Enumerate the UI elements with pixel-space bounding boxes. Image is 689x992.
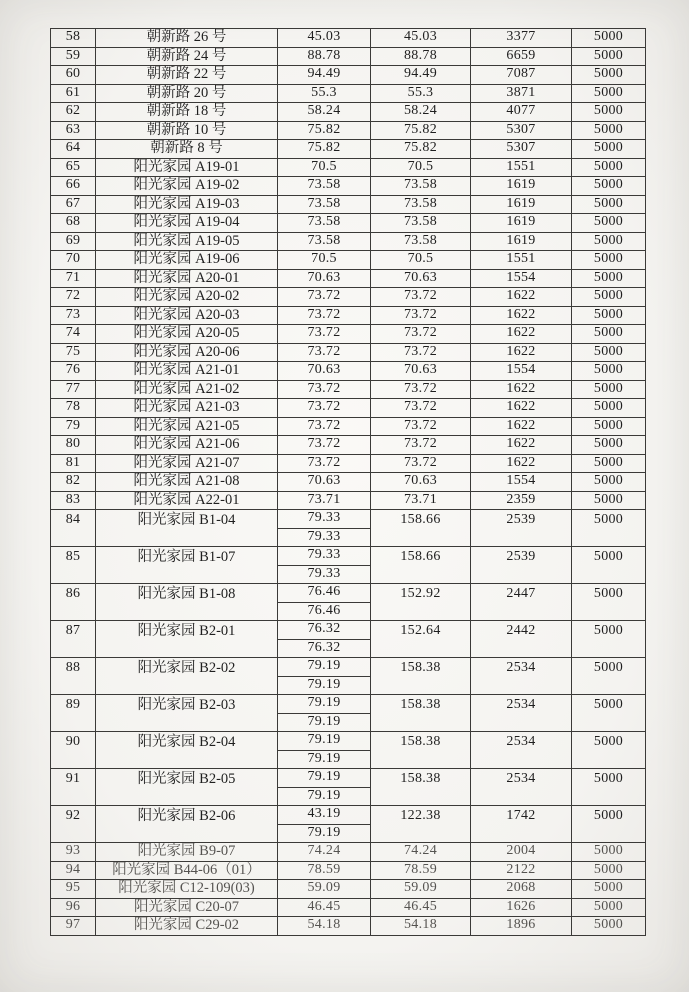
area-cell: 73.72: [278, 325, 371, 344]
table-row: [51, 84, 646, 103]
amount-cell: 2122: [471, 861, 572, 880]
price-cell: 5000: [572, 325, 646, 344]
total-area-cell: 73.72: [371, 417, 471, 436]
row-number-cell: 71: [51, 269, 96, 288]
amount-cell: 1622: [471, 436, 572, 455]
amount-cell: 2442: [471, 621, 572, 658]
area-cell: 73.58: [278, 195, 371, 214]
row-number-cell: 88: [51, 658, 96, 695]
name-cell: 阳光家园 A19-01: [96, 158, 278, 177]
table-row: [51, 861, 646, 880]
total-area-cell: 88.78: [371, 47, 471, 66]
amount-cell: 1554: [471, 269, 572, 288]
name-cell: 阳光家园 A19-02: [96, 177, 278, 196]
row-number-cell: 68: [51, 214, 96, 233]
amount-cell: 2068: [471, 880, 572, 899]
name-cell: 阳光家园 B2-03: [96, 695, 278, 732]
table-row: [51, 232, 646, 251]
area-cell: 73.72: [278, 288, 371, 307]
total-area-cell: 73.72: [371, 380, 471, 399]
area-cell: 73.72: [278, 399, 371, 418]
price-cell: 5000: [572, 47, 646, 66]
table-row: [51, 121, 646, 140]
name-cell: 阳光家园 B1-07: [96, 547, 278, 584]
table-row: [51, 29, 646, 48]
name-cell: 阳光家园 A20-01: [96, 269, 278, 288]
price-cell: 5000: [572, 251, 646, 270]
row-number-cell: 91: [51, 769, 96, 806]
amount-cell: 1622: [471, 343, 572, 362]
price-cell: 5000: [572, 232, 646, 251]
table-row: [51, 66, 646, 85]
area-cell: 76.32: [278, 639, 371, 658]
area-cell: 79.19: [278, 676, 371, 695]
area-cell: 94.49: [278, 66, 371, 85]
price-cell: 5000: [572, 306, 646, 325]
amount-cell: 5307: [471, 121, 572, 140]
table-row: [51, 343, 646, 362]
amount-cell: 1742: [471, 806, 572, 843]
total-area-cell: 58.24: [371, 103, 471, 122]
table-row: [51, 103, 646, 122]
amount-cell: 1622: [471, 399, 572, 418]
row-number-cell: 62: [51, 103, 96, 122]
row-number-cell: 72: [51, 288, 96, 307]
amount-cell: 2534: [471, 732, 572, 769]
area-cell: 75.82: [278, 140, 371, 159]
table-row: [51, 399, 646, 418]
name-cell: 朝新路 10 号: [96, 121, 278, 140]
row-number-cell: 63: [51, 121, 96, 140]
area-cell: 79.33: [278, 510, 371, 529]
table-row: [51, 584, 646, 603]
area-cell: 73.72: [278, 417, 371, 436]
price-cell: 5000: [572, 214, 646, 233]
row-number-cell: 95: [51, 880, 96, 899]
table-row: [51, 547, 646, 566]
row-number-cell: 89: [51, 695, 96, 732]
total-area-cell: 158.66: [371, 547, 471, 584]
table-row: [51, 917, 646, 936]
area-cell: 55.3: [278, 84, 371, 103]
row-number-cell: 65: [51, 158, 96, 177]
area-cell: 88.78: [278, 47, 371, 66]
price-cell: 5000: [572, 658, 646, 695]
total-area-cell: 70.63: [371, 269, 471, 288]
row-number-cell: 73: [51, 306, 96, 325]
row-number-cell: 78: [51, 399, 96, 418]
amount-cell: 1619: [471, 214, 572, 233]
price-cell: 5000: [572, 584, 646, 621]
amount-cell: 2539: [471, 510, 572, 547]
name-cell: 阳光家园 A22-01: [96, 491, 278, 510]
table-row: [51, 436, 646, 455]
name-cell: 阳光家园 B9-07: [96, 843, 278, 862]
name-cell: 阳光家园 A21-08: [96, 473, 278, 492]
area-cell: 70.63: [278, 269, 371, 288]
name-cell: 阳光家园 B2-02: [96, 658, 278, 695]
price-cell: 5000: [572, 547, 646, 584]
price-cell: 5000: [572, 454, 646, 473]
row-number-cell: 69: [51, 232, 96, 251]
name-cell: 阳光家园 A21-02: [96, 380, 278, 399]
name-cell: 阳光家园 C12-109(03): [96, 880, 278, 899]
row-number-cell: 84: [51, 510, 96, 547]
row-number-cell: 86: [51, 584, 96, 621]
price-cell: 5000: [572, 861, 646, 880]
total-area-cell: 73.72: [371, 399, 471, 418]
area-cell: 73.72: [278, 436, 371, 455]
row-number-cell: 66: [51, 177, 96, 196]
area-cell: 73.72: [278, 343, 371, 362]
amount-cell: 2534: [471, 695, 572, 732]
amount-cell: 1554: [471, 473, 572, 492]
amount-cell: 7087: [471, 66, 572, 85]
table-row: [51, 380, 646, 399]
area-cell: 73.72: [278, 454, 371, 473]
name-cell: 阳光家园 A20-03: [96, 306, 278, 325]
area-cell: 45.03: [278, 29, 371, 48]
name-cell: 阳光家园 B44-06（01）: [96, 861, 278, 880]
name-cell: 阳光家园 A21-06: [96, 436, 278, 455]
row-number-cell: 82: [51, 473, 96, 492]
area-cell: 74.24: [278, 843, 371, 862]
total-area-cell: 46.45: [371, 898, 471, 917]
name-cell: 朝新路 8 号: [96, 140, 278, 159]
total-area-cell: 73.71: [371, 491, 471, 510]
row-number-cell: 61: [51, 84, 96, 103]
price-cell: 5000: [572, 843, 646, 862]
amount-cell: 1619: [471, 195, 572, 214]
amount-cell: 1554: [471, 362, 572, 381]
total-area-cell: 152.64: [371, 621, 471, 658]
row-number-cell: 80: [51, 436, 96, 455]
price-cell: 5000: [572, 195, 646, 214]
amount-cell: 5307: [471, 140, 572, 159]
name-cell: 朝新路 22 号: [96, 66, 278, 85]
row-number-cell: 85: [51, 547, 96, 584]
amount-cell: 4077: [471, 103, 572, 122]
total-area-cell: 73.72: [371, 343, 471, 362]
table-row: [51, 454, 646, 473]
price-cell: 5000: [572, 732, 646, 769]
row-number-cell: 58: [51, 29, 96, 48]
table-row: [51, 158, 646, 177]
name-cell: 阳光家园 B1-04: [96, 510, 278, 547]
amount-cell: 1622: [471, 306, 572, 325]
row-number-cell: 67: [51, 195, 96, 214]
area-cell: 75.82: [278, 121, 371, 140]
total-area-cell: 74.24: [371, 843, 471, 862]
table-row: [51, 306, 646, 325]
area-cell: 79.19: [278, 824, 371, 843]
total-area-cell: 55.3: [371, 84, 471, 103]
total-area-cell: 73.72: [371, 436, 471, 455]
area-cell: 73.72: [278, 306, 371, 325]
name-cell: 朝新路 26 号: [96, 29, 278, 48]
total-area-cell: 73.58: [371, 195, 471, 214]
price-cell: 5000: [572, 269, 646, 288]
area-cell: 79.33: [278, 565, 371, 584]
name-cell: 阳光家园 B2-04: [96, 732, 278, 769]
total-area-cell: 59.09: [371, 880, 471, 899]
name-cell: 阳光家园 A19-06: [96, 251, 278, 270]
table-row: [51, 325, 646, 344]
price-cell: 5000: [572, 695, 646, 732]
name-cell: 阳光家园 B2-01: [96, 621, 278, 658]
name-cell: 朝新路 24 号: [96, 47, 278, 66]
area-cell: 76.46: [278, 602, 371, 621]
amount-cell: 1619: [471, 232, 572, 251]
amount-cell: 2004: [471, 843, 572, 862]
area-cell: 76.46: [278, 584, 371, 603]
amount-cell: 1896: [471, 917, 572, 936]
table-row: [51, 491, 646, 510]
name-cell: 阳光家园 A19-05: [96, 232, 278, 251]
total-area-cell: 75.82: [371, 140, 471, 159]
amount-cell: 1626: [471, 898, 572, 917]
area-cell: 79.19: [278, 787, 371, 806]
table-row: [51, 658, 646, 677]
name-cell: 阳光家园 C29-02: [96, 917, 278, 936]
table-row: [51, 769, 646, 788]
total-area-cell: 70.63: [371, 473, 471, 492]
price-cell: 5000: [572, 362, 646, 381]
area-cell: 79.19: [278, 769, 371, 788]
row-number-cell: 79: [51, 417, 96, 436]
total-area-cell: 45.03: [371, 29, 471, 48]
price-cell: 5000: [572, 29, 646, 48]
row-number-cell: 64: [51, 140, 96, 159]
row-number-cell: 83: [51, 491, 96, 510]
price-cell: 5000: [572, 380, 646, 399]
amount-cell: 1622: [471, 417, 572, 436]
table-row: [51, 806, 646, 825]
total-area-cell: 73.72: [371, 306, 471, 325]
area-cell: 78.59: [278, 861, 371, 880]
area-cell: 73.58: [278, 177, 371, 196]
amount-cell: 2447: [471, 584, 572, 621]
price-cell: 5000: [572, 473, 646, 492]
price-cell: 5000: [572, 917, 646, 936]
price-cell: 5000: [572, 177, 646, 196]
price-cell: 5000: [572, 343, 646, 362]
price-cell: 5000: [572, 436, 646, 455]
price-cell: 5000: [572, 417, 646, 436]
amount-cell: 2534: [471, 658, 572, 695]
table-row: [51, 695, 646, 714]
price-cell: 5000: [572, 510, 646, 547]
total-area-cell: 78.59: [371, 861, 471, 880]
total-area-cell: 158.66: [371, 510, 471, 547]
name-cell: 阳光家园 C20-07: [96, 898, 278, 917]
name-cell: 阳光家园 B2-05: [96, 769, 278, 806]
price-cell: 5000: [572, 880, 646, 899]
name-cell: 阳光家园 B2-06: [96, 806, 278, 843]
name-cell: 阳光家园 A21-01: [96, 362, 278, 381]
area-cell: 79.19: [278, 713, 371, 732]
area-cell: 76.32: [278, 621, 371, 640]
amount-cell: 1551: [471, 251, 572, 270]
name-cell: 朝新路 20 号: [96, 84, 278, 103]
table-row: [51, 473, 646, 492]
row-number-cell: 81: [51, 454, 96, 473]
area-cell: 54.18: [278, 917, 371, 936]
price-cell: 5000: [572, 621, 646, 658]
amount-cell: 3377: [471, 29, 572, 48]
price-cell: 5000: [572, 121, 646, 140]
area-cell: 79.19: [278, 695, 371, 714]
total-area-cell: 158.38: [371, 769, 471, 806]
row-number-cell: 75: [51, 343, 96, 362]
name-cell: 阳光家园 A20-05: [96, 325, 278, 344]
amount-cell: 1622: [471, 288, 572, 307]
area-cell: 59.09: [278, 880, 371, 899]
total-area-cell: 73.58: [371, 214, 471, 233]
amount-cell: 2534: [471, 769, 572, 806]
area-cell: 70.5: [278, 158, 371, 177]
total-area-cell: 73.58: [371, 232, 471, 251]
table-row: [51, 269, 646, 288]
price-cell: 5000: [572, 769, 646, 806]
table-row: [51, 214, 646, 233]
total-area-cell: 73.72: [371, 288, 471, 307]
name-cell: 阳光家园 A19-03: [96, 195, 278, 214]
amount-cell: 1619: [471, 177, 572, 196]
total-area-cell: 158.38: [371, 695, 471, 732]
price-cell: 5000: [572, 898, 646, 917]
total-area-cell: 158.38: [371, 658, 471, 695]
area-cell: 79.19: [278, 750, 371, 769]
total-area-cell: 94.49: [371, 66, 471, 85]
table-row: [51, 195, 646, 214]
area-cell: 73.71: [278, 491, 371, 510]
table-row: [51, 898, 646, 917]
total-area-cell: 122.38: [371, 806, 471, 843]
total-area-cell: 70.5: [371, 158, 471, 177]
name-cell: 阳光家园 A19-04: [96, 214, 278, 233]
area-cell: 79.33: [278, 547, 371, 566]
area-cell: 43.19: [278, 806, 371, 825]
price-cell: 5000: [572, 66, 646, 85]
area-cell: 70.63: [278, 362, 371, 381]
amount-cell: 2539: [471, 547, 572, 584]
price-cell: 5000: [572, 103, 646, 122]
name-cell: 阳光家园 A21-05: [96, 417, 278, 436]
table-row: [51, 177, 646, 196]
unit-area-price-table: [50, 28, 646, 936]
table-row: [51, 417, 646, 436]
table-row: [51, 843, 646, 862]
area-cell: 73.58: [278, 232, 371, 251]
total-area-cell: 70.63: [371, 362, 471, 381]
area-cell: 79.19: [278, 658, 371, 677]
row-number-cell: 90: [51, 732, 96, 769]
total-area-cell: 75.82: [371, 121, 471, 140]
price-cell: 5000: [572, 288, 646, 307]
name-cell: 阳光家园 A20-02: [96, 288, 278, 307]
row-number-cell: 97: [51, 917, 96, 936]
row-number-cell: 87: [51, 621, 96, 658]
price-cell: 5000: [572, 399, 646, 418]
table-body: [51, 29, 646, 936]
amount-cell: 2359: [471, 491, 572, 510]
amount-cell: 1622: [471, 380, 572, 399]
area-cell: 79.19: [278, 732, 371, 751]
area-cell: 70.5: [278, 251, 371, 270]
table-row: [51, 621, 646, 640]
table-row: [51, 140, 646, 159]
area-cell: 79.33: [278, 528, 371, 547]
area-cell: 58.24: [278, 103, 371, 122]
table-row: [51, 880, 646, 899]
table-row: [51, 288, 646, 307]
total-area-cell: 73.72: [371, 325, 471, 344]
total-area-cell: 73.58: [371, 177, 471, 196]
table-row: [51, 362, 646, 381]
amount-cell: 1622: [471, 325, 572, 344]
row-number-cell: 74: [51, 325, 96, 344]
amount-cell: 1622: [471, 454, 572, 473]
amount-cell: 6659: [471, 47, 572, 66]
table-row: [51, 510, 646, 529]
area-cell: 70.63: [278, 473, 371, 492]
price-cell: 5000: [572, 806, 646, 843]
table-row: [51, 251, 646, 270]
name-cell: 阳光家园 B1-08: [96, 584, 278, 621]
row-number-cell: 70: [51, 251, 96, 270]
name-cell: 阳光家园 A21-07: [96, 454, 278, 473]
row-number-cell: 94: [51, 861, 96, 880]
total-area-cell: 152.92: [371, 584, 471, 621]
name-cell: 阳光家园 A21-03: [96, 399, 278, 418]
row-number-cell: 93: [51, 843, 96, 862]
row-number-cell: 76: [51, 362, 96, 381]
table-row: [51, 47, 646, 66]
row-number-cell: 77: [51, 380, 96, 399]
area-cell: 46.45: [278, 898, 371, 917]
row-number-cell: 60: [51, 66, 96, 85]
row-number-cell: 96: [51, 898, 96, 917]
name-cell: 朝新路 18 号: [96, 103, 278, 122]
row-number-cell: 59: [51, 47, 96, 66]
area-cell: 73.58: [278, 214, 371, 233]
amount-cell: 3871: [471, 84, 572, 103]
amount-cell: 1551: [471, 158, 572, 177]
name-cell: 阳光家园 A20-06: [96, 343, 278, 362]
total-area-cell: 70.5: [371, 251, 471, 270]
row-number-cell: 92: [51, 806, 96, 843]
area-cell: 73.72: [278, 380, 371, 399]
table-row: [51, 732, 646, 751]
price-cell: 5000: [572, 84, 646, 103]
price-cell: 5000: [572, 491, 646, 510]
total-area-cell: 158.38: [371, 732, 471, 769]
price-cell: 5000: [572, 140, 646, 159]
total-area-cell: 54.18: [371, 917, 471, 936]
price-cell: 5000: [572, 158, 646, 177]
total-area-cell: 73.72: [371, 454, 471, 473]
